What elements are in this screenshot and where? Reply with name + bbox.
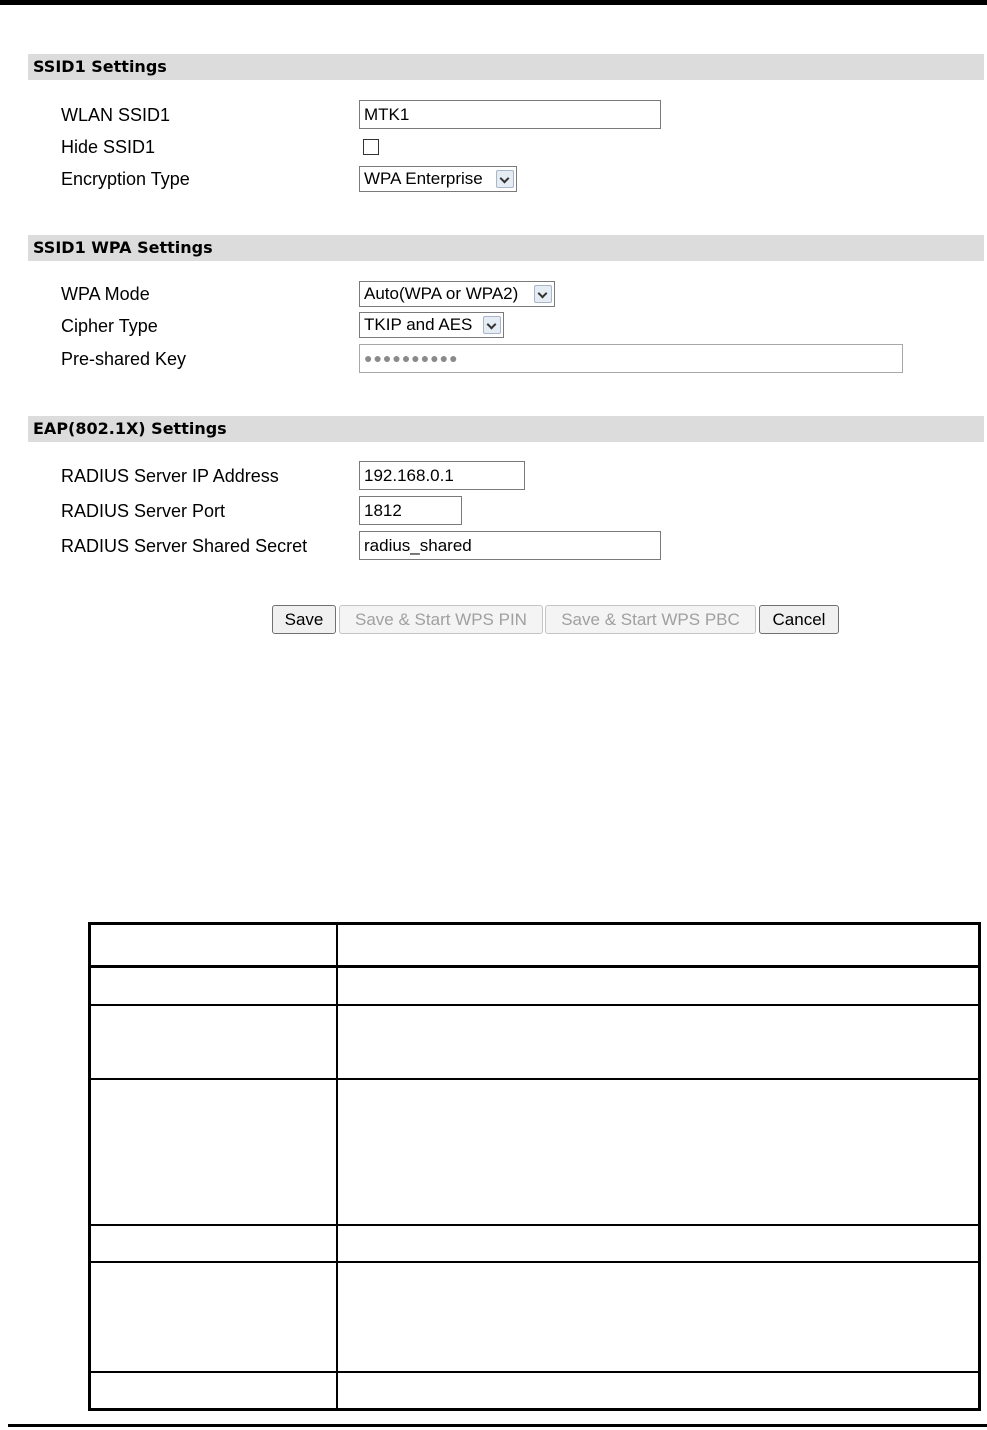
wpa-mode-select[interactable]: [359, 281, 555, 307]
radius-secret-input[interactable]: radius_shared: [359, 531, 661, 560]
encryption-type-select[interactable]: [359, 166, 517, 192]
cipher-type-value: TKIP and AES: [364, 315, 473, 334]
wpa-settings-header: SSID1 WPA Settings: [28, 235, 984, 261]
wpa-mode-value: Auto(WPA or WPA2): [364, 284, 519, 303]
radius-secret-label: RADIUS Server Shared Secret: [61, 536, 308, 556]
encryption-type-label: Encryption Type: [61, 169, 190, 189]
radius-port-input[interactable]: 1812: [359, 496, 462, 525]
radius-ip-input[interactable]: 192.168.0.1: [359, 461, 525, 490]
wlan-ssid-label: WLAN SSID1: [61, 105, 171, 125]
radius-port-label: RADIUS Server Port: [61, 501, 226, 521]
chevron-down-icon: [496, 170, 514, 188]
wpa-mode-label: WPA Mode: [61, 284, 150, 304]
radius-ip-label: RADIUS Server IP Address: [61, 466, 279, 486]
cancel-button[interactable]: Cancel: [759, 605, 839, 634]
description-table: [88, 922, 981, 1411]
bottom-rule: [8, 1424, 987, 1427]
table-row-divider: [91, 1371, 978, 1373]
save-button[interactable]: Save: [272, 605, 336, 634]
psk-input[interactable]: ●●●●●●●●●●: [359, 344, 903, 373]
save-start-wps-pin-button[interactable]: Save & Start WPS PIN: [339, 605, 543, 634]
table-header-divider: [91, 965, 978, 968]
wlan-ssid-input[interactable]: MTK1: [359, 100, 661, 129]
table-column-divider: [336, 925, 338, 1408]
table-row-divider: [91, 1004, 978, 1006]
table-row-divider: [91, 1078, 978, 1080]
cipher-type-select[interactable]: [359, 312, 504, 338]
hide-ssid-checkbox[interactable]: [363, 139, 379, 155]
eap-settings-header: EAP(802.1X) Settings: [28, 416, 984, 442]
top-rule: [0, 0, 987, 5]
chevron-down-icon: [534, 285, 552, 303]
save-start-wps-pbc-button[interactable]: Save & Start WPS PBC: [545, 605, 756, 634]
table-row-divider: [91, 1261, 978, 1263]
psk-label: Pre-shared Key: [61, 349, 187, 369]
encryption-type-value: WPA Enterprise: [364, 169, 483, 188]
chevron-down-icon: [483, 316, 501, 334]
cipher-type-label: Cipher Type: [61, 316, 158, 336]
ssid1-settings-header: SSID1 Settings: [28, 54, 984, 80]
table-row-divider: [91, 1224, 978, 1226]
hide-ssid-label: Hide SSID1: [61, 137, 156, 157]
